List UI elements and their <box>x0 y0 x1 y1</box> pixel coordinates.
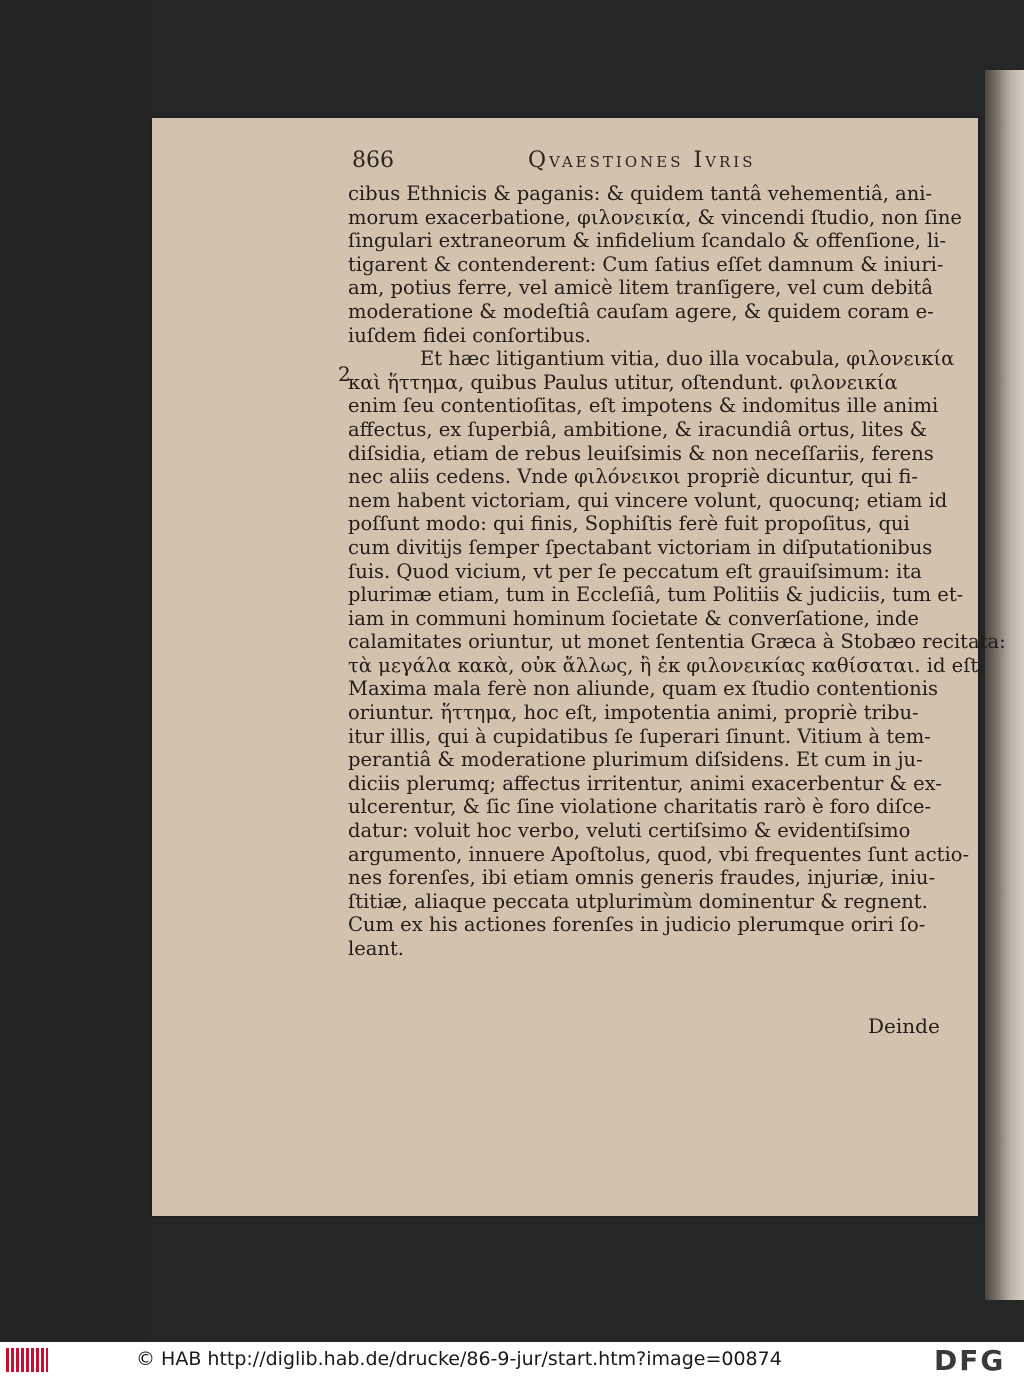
text-line: calamitates oriuntur, ut monet ſententia Græca à Stobæo recitata: <box>348 630 1006 654</box>
text-line: καὶ ἥττημα, quibus Paulus utitur, oſtendunt. φιλονεικία <box>348 370 898 394</box>
text-line: Et hæc litigantium vitia, duo illa vocabula, φιλονεικία <box>420 347 955 371</box>
text-line: oriuntur. ἥττημα, hoc eſt, impotentia animi, propriè tribu- <box>348 701 919 725</box>
text-line: cibus Ethnicis & paganis: & quidem tantâ vehementiâ, ani- <box>348 182 933 205</box>
text-line: perantiâ & moderatione plurimum diſsidens. Et cum in ju- <box>348 748 923 772</box>
text-line: iam in communi hominum ſocietate & converſatione, inde <box>348 606 919 630</box>
text-line: nes forenſes, ibi etiam omnis generis fraudes, injuriæ, iniu- <box>348 866 936 890</box>
text-line: diſsidia, etiam de rebus leuiſsimis & non neceſſariis, ferens <box>348 441 934 465</box>
text-line: leant. <box>348 937 404 960</box>
running-title: Qvaestiones Ivris <box>528 148 756 173</box>
text-line: ſuis. Quod vicium, vt per ſe peccatum eſt grauiſsimum: ita <box>348 559 922 583</box>
text-line: morum exacerbatione, φιλονεικία, & vincendi ſtudio, non ſine <box>348 205 962 229</box>
text-line: ſingulari extraneorum & infidelium ſcandalo & offenſione, li- <box>348 229 947 253</box>
text-line: itur illis, qui à cupidatibus ſe ſuperari ſinunt. Vitium à tem- <box>348 724 931 748</box>
text-line: Cum ex his actiones forenſes in judicio plerumque oriri ſo- <box>348 913 926 937</box>
text-line: tigarent & contenderent: Cum ſatius eſſet damnum & iniuri- <box>348 252 944 276</box>
text-line: nem habent victoriam, qui vincere volunt, quocunq; etiam id <box>348 488 948 512</box>
body-text <box>200 182 1006 961</box>
page-number: 866 <box>352 148 394 173</box>
book-edge <box>985 70 1024 1300</box>
text-line: poſſunt modo: qui finis, Sophiſtis ferè fuit propoſitus, qui <box>348 512 910 536</box>
catchword: Deinde <box>868 1014 940 1038</box>
margin-number: 2 <box>338 362 351 386</box>
hab-logo-icon <box>6 1348 48 1372</box>
text-line: cum divitijs ſemper ſpectabant victoriam in diſputationibus <box>348 535 933 559</box>
text-line: moderatione & modeſtiâ cauſam agere, & quidem coram e- <box>348 299 934 323</box>
text-line: diciis plerumq; affectus irritentur, animi exacerbentur & ex- <box>348 771 942 795</box>
footer-bar <box>0 1342 1024 1378</box>
text-line: ulcerentur, & ſic ſine violatione charitatis rarò è foro diſce- <box>348 795 932 819</box>
text-line: τὰ μεγάλα κακὰ, οὐκ ἄλλως, ἢ ἐκ φιλονεικίας καθίσαται. id eſt, <box>348 653 985 677</box>
text-line: iuſdem fidei conſortibus. <box>348 323 592 347</box>
dfg-logo: DFG <box>934 1344 1006 1377</box>
page-header <box>200 148 900 182</box>
footer-citation: © HAB http://diglib.hab.de/drucke/86-9-jur/start.htm?image=00874 <box>136 1348 782 1370</box>
text-line: am, potius ferre, vel amicè litem tranſigere, vel cum debitâ <box>348 276 933 300</box>
text-line: argumento, innuere Apoſtolus, quod, vbi frequentes ſunt actio- <box>348 842 970 866</box>
text-line: enim ſeu contentioſitas, eſt impotens & indomitus ille animi <box>348 394 939 418</box>
text-line: nec aliis cedens. Vnde φιλόνεικοι propriè dicuntur, qui fi- <box>348 465 918 489</box>
text-line: datur: voluit hoc verbo, veluti certiſsimo & evidentiſsimo <box>348 819 911 843</box>
scan-background-left <box>0 0 150 1342</box>
text-line: affectus, ex ſuperbiâ, ambitione, & iracundiâ ortus, lites & <box>348 417 928 441</box>
text-line: plurimæ etiam, tum in Eccleſiâ, tum Politiis & judiciis, tum et- <box>348 583 964 607</box>
text-line: ſtitiæ, aliaque peccata utplurimùm dominentur & regnent. <box>348 889 928 913</box>
text-line: Maxima mala ferè non aliunde, quam ex ſtudio contentionis <box>348 677 938 701</box>
